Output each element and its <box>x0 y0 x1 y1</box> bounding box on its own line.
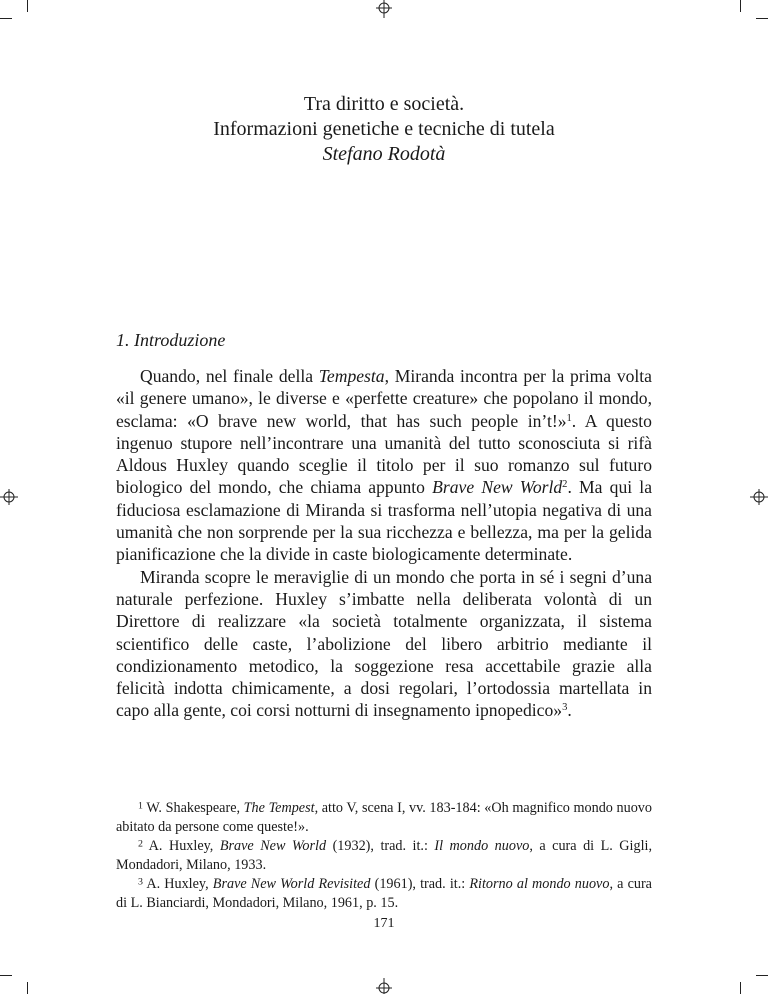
section-heading: 1. Introduzione <box>116 330 226 350</box>
footnote-ref-3: 3 <box>562 702 568 714</box>
title-line-2: Informazioni genetiche e tecniche di tutela <box>213 118 555 140</box>
footnotes <box>116 799 652 913</box>
footnote-ref-2: 2 <box>562 479 568 491</box>
author-name: Stefano Rodotà <box>322 143 446 165</box>
chapter-title-block <box>0 92 768 167</box>
paragraph-2: Miranda scopre le meraviglie di un mondo che porta in sé i segni d’una naturale perfezione. Huxley s’imbatte nella deliberata volontà di un Direttore di realizzare «la società totalmente organizzata, il sistema scientifico delle caste, l’abolizione del libero arbitrio mediante il condizionamento metodico, la soggezione resa accettabile grazie alla felicità indotta chimicamente, a dosi regolari, l’ortodossia martellata in capo alla gente, coi corsi notturni di insegnamento ipnopedico»$^3$. <box>116 566 652 721</box>
page-number: 171 <box>373 916 395 931</box>
footnote-1: $^1$ W. Shakespeare, The Tempest, atto V, scena I, vv. 183-184: «Oh magnifico mondo nuovo abitato da persone come queste!». <box>116 800 652 835</box>
footnote-2: $^2$ A. Huxley, Brave New World (1932), trad. it.: Il mondo nuovo, a cura di L. Gigli, Mondadori, Milano, 1933. <box>116 838 653 873</box>
body-text <box>116 365 652 722</box>
footnote-ref-1: 1 <box>566 412 572 424</box>
paragraph-1: Quando, nel finale della Tempesta, Miranda incontra per la prima volta «il genere umano», le diverse e «perfette creature» che popolano il mondo, esclama: «O brave new world, that has such people in’t!»$^1$. A questo ingenuo stupore nell’incontrare una umanità del tutto sconosciuta si rifà Aldous Huxley quando sceglie il titolo per il suo romanzo sul futuro biologico del mondo, che chiama appunto Brave New World$^2$. Ma qui la fiduciosa esclamazione di Miranda si trasforma nell’utopia negativa di una umanità che non sorprende per la sua ricchezza e bellezza, ma per la gelida pianificazione che la divide in caste biologicamente determinate. <box>116 366 653 565</box>
title-line-1: Tra diritto e società. <box>303 93 465 115</box>
footnote-3: $^3$ A. Huxley, Brave New World Revisited (1961), trad. it.: Ritorno al mondo nuovo, a cura di L. Bianciardi, Mondadori, Milano, 1961, p. 15. <box>116 876 652 911</box>
